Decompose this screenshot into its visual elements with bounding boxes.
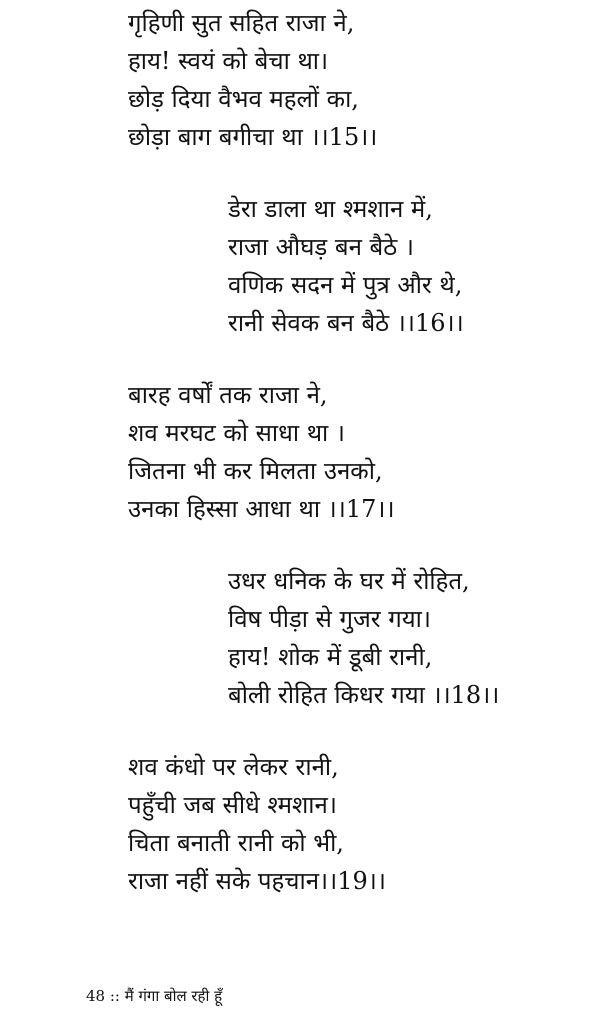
page-footer: 48 :: मैं गंगा बोल रही हूँ <box>86 987 223 1005</box>
stanza-16 <box>228 190 464 342</box>
verse-line: शव मरघट को साधा था । <box>128 419 345 447</box>
verse-line: उनका हिस्सा आधा था ।।17।। <box>128 495 395 523</box>
verse-line: चिता बनाती रानी को भी, <box>128 829 344 857</box>
verse-line: उधर धनिक के घर में रोहित, <box>228 567 470 595</box>
verse-line: शव कंधो पर लेकर रानी, <box>128 753 339 781</box>
verse-line: विष पीड़ा से गुजर गया। <box>228 605 431 633</box>
verse-line: राजा नहीं सके पहचान।।19।। <box>128 867 386 895</box>
verse-line: राजा औघड़ बन बैठे । <box>228 233 414 261</box>
stanza-19 <box>128 748 386 900</box>
verse-line: हाय! स्वयं को बेचा था। <box>128 47 329 75</box>
stanza-15 <box>128 4 377 156</box>
verse-line: बोली रोहित किधर गया ।।18।। <box>228 681 500 709</box>
verse-line: छोड़ दिया वैभव महलों का, <box>128 85 359 113</box>
verse-line: वणिक सदन में पुत्र और थे, <box>228 271 463 299</box>
verse-line: हाय! शोक में डूबी रानी, <box>228 643 433 671</box>
stanza-18 <box>228 562 499 714</box>
verse-line: पहुँची जब सीधे श्मशान। <box>128 791 337 819</box>
verse-line: रानी सेवक बन बैठे ।।16।। <box>228 309 464 337</box>
verse-line: छोड़ा बाग बगीचा था ।।15।। <box>128 123 378 151</box>
verse-line: जितना भी कर मिलता उनको, <box>128 457 383 485</box>
stanza-17 <box>128 376 395 528</box>
verse-line: बारह वर्षों तक राजा ने, <box>128 381 328 409</box>
verse-line: डेरा डाला था श्मशान में, <box>228 195 433 223</box>
verse-line: गृहिणी सुत सहित राजा ने, <box>128 9 355 37</box>
